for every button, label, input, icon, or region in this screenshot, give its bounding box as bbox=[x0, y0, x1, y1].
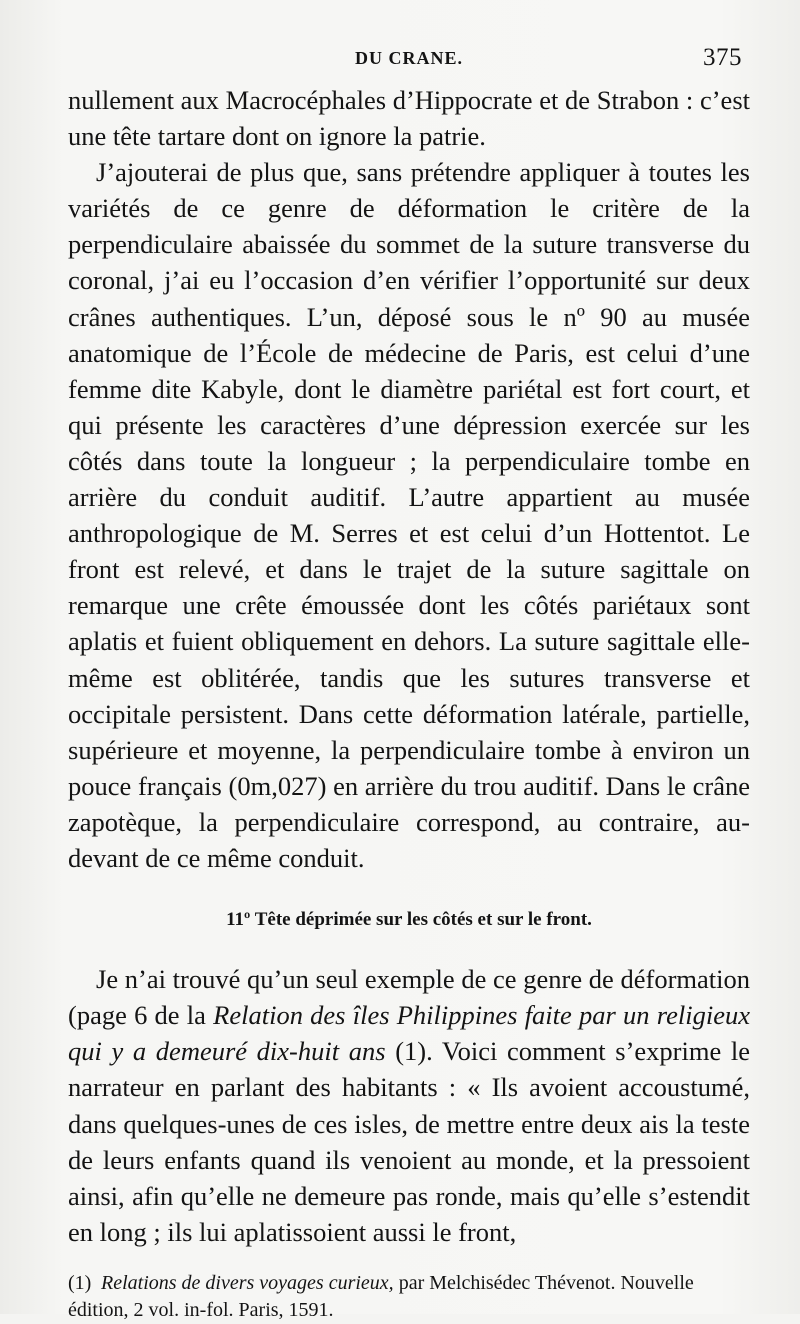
running-head: DU CRANE. bbox=[355, 48, 463, 68]
section-title: 11º Tête déprimée sur les côtés et sur le front. bbox=[226, 909, 592, 931]
paragraph-continuation: nullement aux Macrocéphales d’Hippocrate et de Strabon : c’est une tête tartare dont on ignore la patrie. bbox=[68, 85, 750, 152]
footnote-title: Relations de divers voyages curieux, bbox=[101, 1271, 394, 1294]
page-number: 375 bbox=[703, 44, 742, 71]
section-paragraph-text-1: Je n’ai trouvé qu’un seul exemple de ce genre de déformation (page 6 de la bbox=[68, 964, 750, 1031]
paragraph: J’ajouterai de plus que, sans prétendre appliquer à toutes les variétés de ce genre de déformation le critère de la perpendiculaire abaissée du sommet de la suture transverse du coronal, j’ai eu l’occasion d’en vérifier l’opportunité sur deux crânes authentiques. L’un, déposé sous le nº 90 au musée anatomique de l’École de médecine de Paris, est celui d’une femme dite Kabyle, dont le diamètre pariétal est fort court, et qui présente les caractères d’une dépression exercée sur les côtés dans toute la longueur ; la perpendiculaire tombe en arrière du conduit auditif. L’autre appartient au musée anthropologique de M. Serres et est celui d’un Hottentot. Le front est relevé, et dans le trajet de la suture sagittale on remarque une crête émoussée dont les côtés pariétaux sont aplatis et fuient obliquement en dehors. La suture sagittale elle-même est oblitérée, tandis que les sutures transverse et occipitale persistent. Dans cette déformation latérale, partielle, supérieure et moyenne, la perpendiculaire tombe à environ un pouce français (0m,027) en arrière du trou auditif. Dans le crâne zapotèque, la perpendiculaire correspond, au contraire, au-devant de ce même conduit. bbox=[68, 157, 750, 873]
section-paragraph bbox=[68, 961, 750, 1250]
footnote bbox=[68, 1270, 750, 1324]
page-header bbox=[68, 44, 750, 82]
main-text bbox=[68, 82, 750, 1250]
footnotes bbox=[68, 1270, 750, 1324]
footnote-mark: (1) bbox=[68, 1271, 92, 1294]
cited-work-title: Relation des îles Philippines faite par un religieux qui y a demeuré dix-huit ans bbox=[68, 1000, 750, 1067]
footnote-rest: par Melchisédec Thévenot. Nouvelle édition, 2 vol. in-fol. Paris, 1591. bbox=[68, 1271, 694, 1321]
section-paragraph-text-2: (1). Voici comment s’exprime le narrateur en parlant des habitants : « Ils avoient accoustumé, dans quelques-unes de ces isles, de mettre entre deux ais la teste de leurs enfants quand ils venoient au monde, et la pressoient ainsi, afin qu’elle ne demeure pas ronde, mais qu’elle s’estendit en long ; ils lui aplatissoient aussi le front, bbox=[68, 1036, 750, 1247]
